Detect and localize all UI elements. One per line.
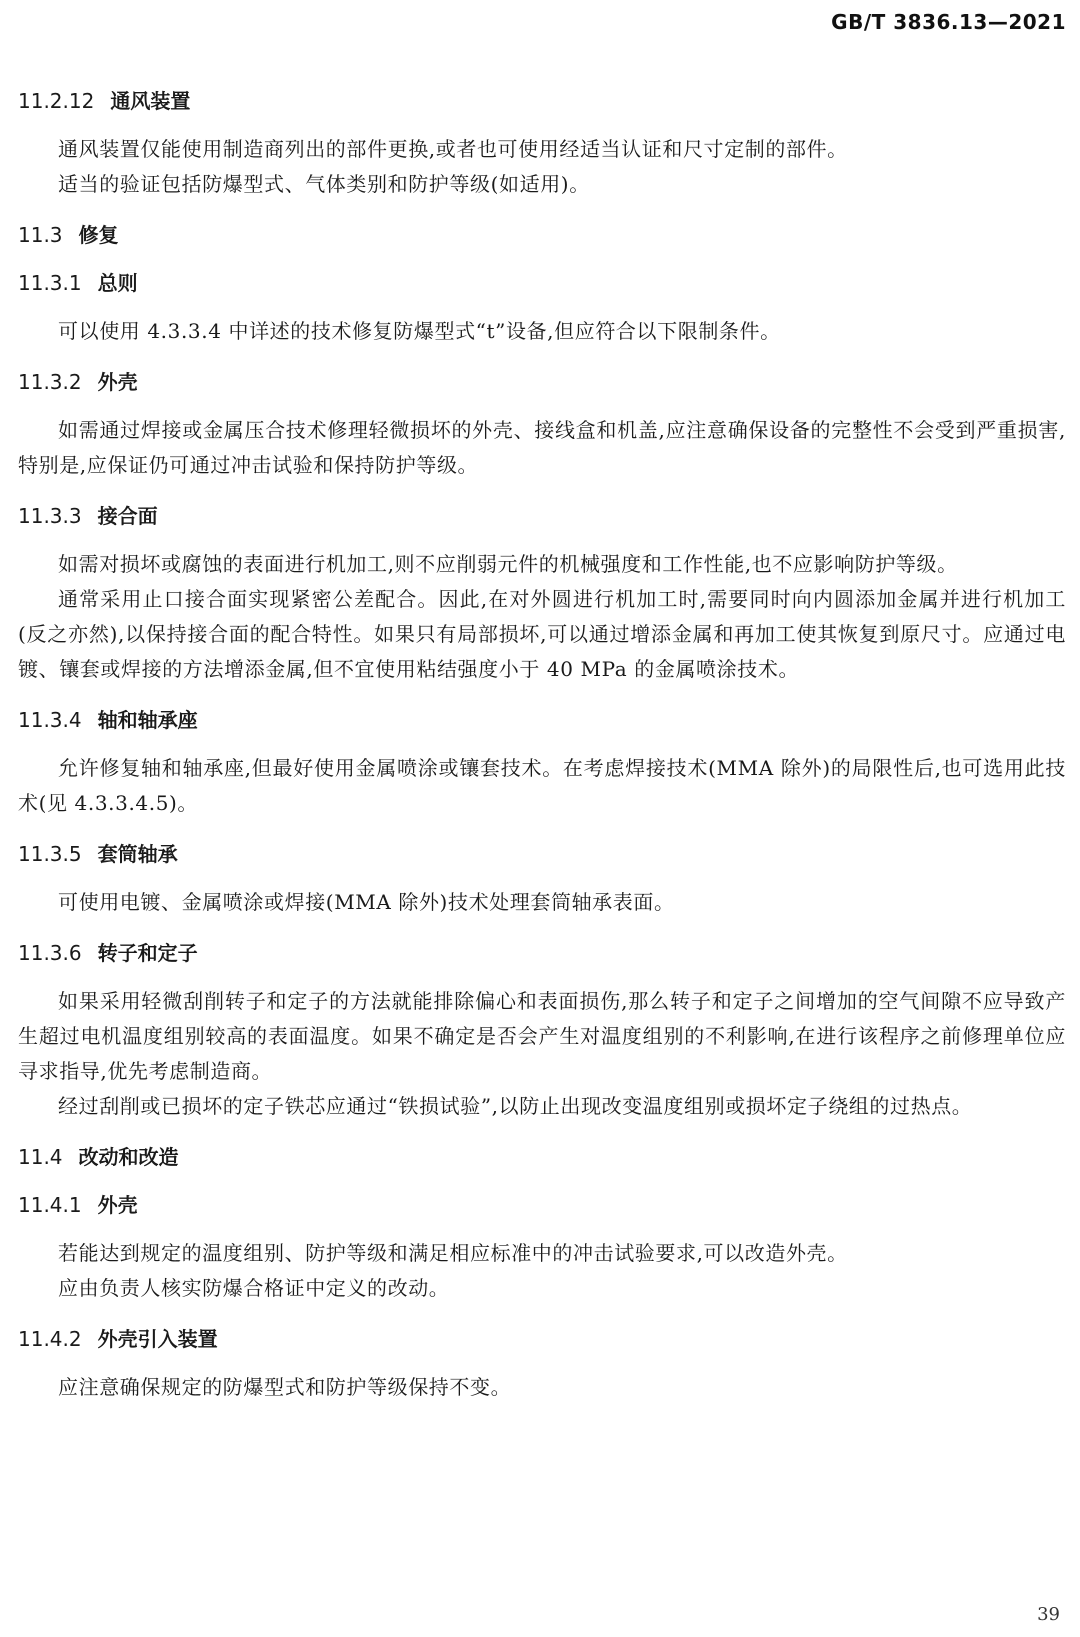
paragraph: 如需通过焊接或金属压合技术修理轻微损坏的外壳、接线盒和机盖,应注意确保设备的完整性不会受到严重损害,特别是,应保证仍可通过冲击试验和保持防护等级。 — [18, 418, 1066, 477]
section-heading — [18, 365, 1066, 399]
section-number: 11.3.4 — [18, 708, 82, 732]
paragraph: 应由负责人核实防爆合格证中定义的改动。 — [58, 1276, 450, 1300]
section-title: 轴和轴承座 — [97, 708, 198, 732]
paragraph: 应注意确保规定的防爆型式和防护等级保持不变。 — [58, 1375, 512, 1399]
section-heading — [18, 1140, 1066, 1174]
section-heading — [18, 936, 1066, 970]
section-number: 11.3.2 — [18, 370, 82, 394]
paragraph: 经过刮削或已损坏的定子铁芯应通过“铁损试验”,以防止出现改变温度组别或损坏定子绕组的过热点。 — [58, 1094, 973, 1118]
section-title: 外壳 — [97, 370, 138, 394]
paragraph: 通常采用止口接合面实现紧密公差配合。因此,在对外圆进行机加工时,需要同时向内圆添加金属并进行机加工(反之亦然),以保持接合面的配合特性。如果只有局部损坏,可以通过增添金属和再加工使其恢复到原尺寸。应通过电镀、镶套或焊接的方法增添金属,但不宜使用粘结强度小于 40 MPa 的金属喷涂技术。 — [18, 587, 1066, 681]
paragraph: 若能达到规定的温度组别、防护等级和满足相应标准中的冲击试验要求,可以改造外壳。 — [58, 1241, 848, 1265]
section-title: 总则 — [97, 271, 138, 295]
section-title: 改动和改造 — [78, 1145, 179, 1169]
section-number: 11.4.2 — [18, 1327, 82, 1351]
section-number: 11.3.1 — [18, 271, 82, 295]
section-number: 11.2.12 — [18, 89, 95, 113]
section-title: 外壳引入装置 — [97, 1327, 218, 1351]
section-heading — [18, 1322, 1066, 1356]
section-heading — [18, 84, 1066, 118]
section-title: 外壳 — [97, 1193, 138, 1217]
paragraph: 可以使用 4.3.3.4 中详述的技术修复防爆型式“t”设备,但应符合以下限制条件。 — [58, 319, 781, 343]
section-number: 11.3 — [18, 223, 63, 247]
section-title: 修复 — [78, 223, 119, 247]
section-number: 11.4.1 — [18, 1193, 82, 1217]
paragraph: 允许修复轴和轴承座,但最好使用金属喷涂或镶套技术。在考虑焊接技术(MMA 除外)的局限性后,也可选用此技术(见 4.3.3.4.5)。 — [18, 756, 1066, 815]
section-title: 转子和定子 — [97, 941, 198, 965]
standard-code: GB/T 3836.13—2021 — [831, 10, 1066, 34]
section-heading — [18, 1188, 1066, 1222]
section-title: 套筒轴承 — [97, 842, 178, 866]
section-heading — [18, 499, 1066, 533]
section-heading — [18, 266, 1066, 300]
paragraph: 如需对损坏或腐蚀的表面进行机加工,则不应削弱元件的机械强度和工作性能,也不应影响防护等级。 — [58, 552, 958, 576]
paragraph: 如果采用轻微刮削转子和定子的方法就能排除偏心和表面损伤,那么转子和定子之间增加的空气间隙不应导致产生超过电机温度组别较高的表面温度。如果不确定是否会产生对温度组别的不利影响,在进行该程序之前修理单位应寻求指导,优先考虑制造商。 — [18, 989, 1066, 1083]
section-number: 11.3.5 — [18, 842, 82, 866]
section-title: 接合面 — [97, 504, 158, 528]
paragraph: 可使用电镀、金属喷涂或焊接(MMA 除外)技术处理套筒轴承表面。 — [58, 890, 675, 914]
document-body — [18, 84, 1066, 1405]
section-number: 11.3.3 — [18, 504, 82, 528]
paragraph: 适当的验证包括防爆型式、气体类别和防护等级(如适用)。 — [58, 172, 590, 196]
paragraph: 通风装置仅能使用制造商列出的部件更换,或者也可使用经适当认证和尺寸定制的部件。 — [58, 137, 848, 161]
section-number: 11.3.6 — [18, 941, 82, 965]
section-heading — [18, 837, 1066, 871]
page-number: 39 — [1037, 1604, 1060, 1625]
section-number: 11.4 — [18, 1145, 63, 1169]
section-heading — [18, 218, 1066, 252]
section-heading — [18, 703, 1066, 737]
section-title: 通风装置 — [110, 89, 191, 113]
